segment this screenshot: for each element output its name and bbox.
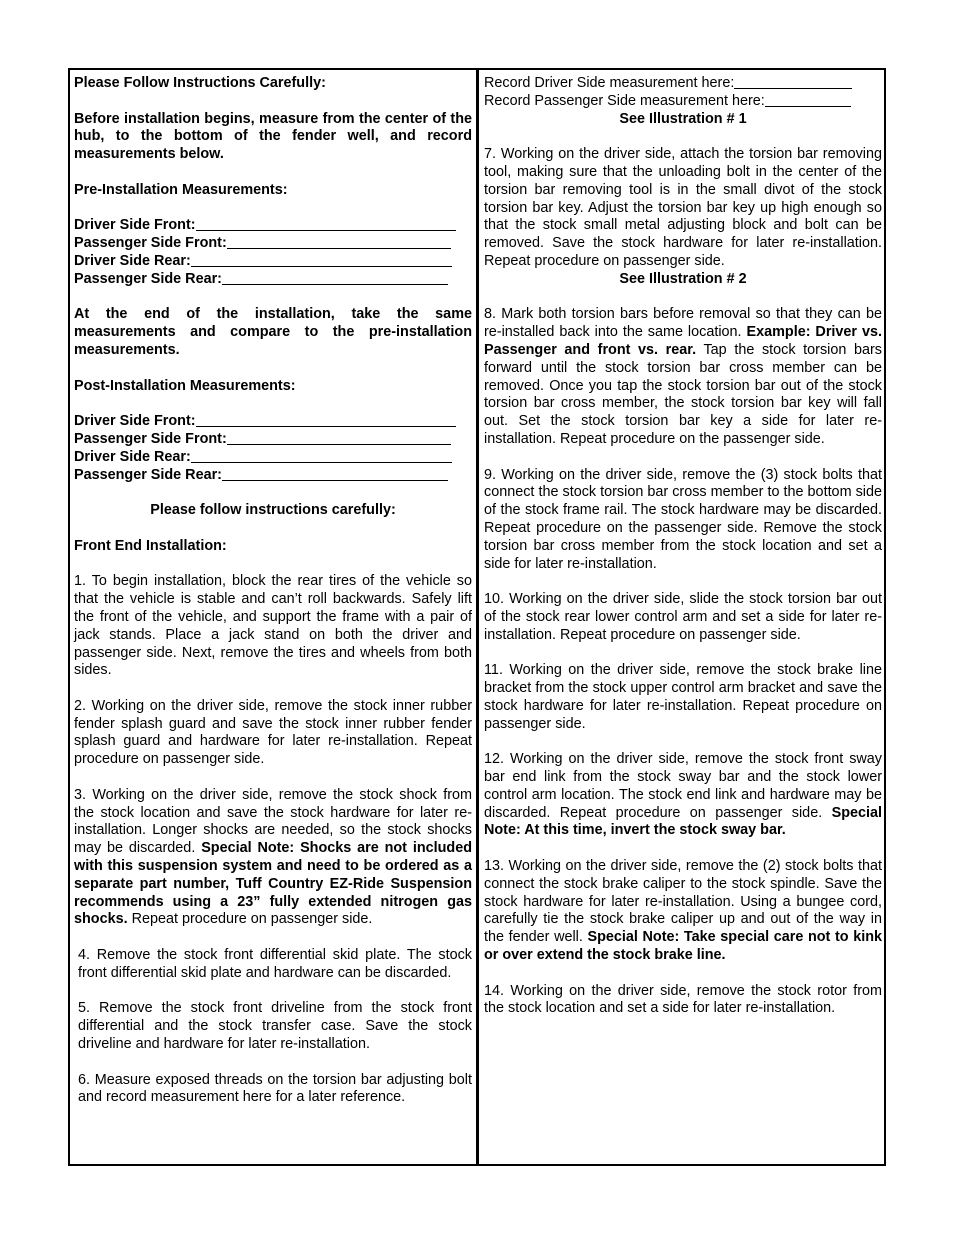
field-label: Passenger Side Front: [74, 235, 227, 252]
illustration-2-ref: See Illustration # 2 [619, 270, 747, 287]
step-12-text: 12. Working on the driver side, remove the stock front sway bar end link from the stock sway bar and the stock lower control arm location. The stock end link and hardware may be discarded. Repeat procedure on passenger side. [484, 751, 882, 821]
left-column [74, 75, 472, 1107]
step-12-special-note: Special Note: At this time, invert the stock sway bar. [484, 804, 882, 839]
blank-line [227, 431, 451, 445]
record-driver-field [484, 75, 882, 93]
front-end-installation-heading: Front End Installation: [74, 537, 227, 554]
field-label: Record Driver Side measurement here: [484, 75, 735, 91]
blank-line [191, 449, 452, 463]
blank-line [765, 93, 851, 107]
intro-paragraph: Before installation begins, measure from the center of the hub, to the bottom of the fender well, and record measurements below. [74, 110, 472, 163]
blank-line [191, 253, 452, 267]
step-3 [74, 787, 472, 929]
field-label: Driver Side Rear: [74, 448, 191, 465]
step-13-text: 13. Working on the driver side, remove the (2) stock bolts that connect the stock brake caliper to the stock spindle. Save the stock hardware for later re-installation. Using a bungee cord, carefully tie the stock brake caliper up and out of the way in the fender well. [484, 858, 882, 946]
pre-driver-rear-field [74, 253, 472, 271]
compare-note: At the end of the installation, take the same measurements and compare to the pre-installation measurements. [74, 306, 472, 358]
step-4: 4. Remove the stock front differential skid plate. The stock front differential skid plate and hardware can be discarded. [78, 947, 472, 981]
post-driver-front-field [74, 413, 472, 431]
step-8-text: 8. Mark both torsion bars before removal so that they can be re-installed back into the same location. [484, 306, 882, 341]
step-8-rest: Tap the stock torsion bars forward until the stock torsion bar cross member can be removed. Once you tap the stock torsion bar out of the stock torsion bar cross member, the stock torsion bar key will fall out. Set the stock torsion bar key a side for later re-installation. Repeat procedure on the passenger side. [484, 341, 882, 447]
step-11: 11. Working on the driver side, remove the stock brake line bracket from the stock upper control arm bracket and save the stock hardware for later re-installation. Repeat procedure on passenger side. [484, 662, 882, 732]
field-label: Driver Side Front: [74, 413, 196, 430]
blank-line [196, 413, 456, 427]
step-13-special-note: Special Note: Take special care not to kink or over extend the stock brake line. [484, 929, 882, 964]
column-divider [476, 70, 479, 1164]
instruction-sheet [68, 68, 886, 1166]
step-3-text: 3. Working on the driver side, remove the stock shock from the stock location and save the stock hardware for later re-installation. Longer shocks are needed, so the stock shocks may be discarded. [74, 786, 472, 857]
record-passenger-field [484, 93, 882, 111]
field-label: Record Passenger Side measurement here: [484, 92, 765, 109]
step-14: 14. Working on the driver side, remove the stock rotor from the stock location and set a side for later re-installation. [484, 982, 882, 1017]
blank-line [196, 217, 456, 231]
blank-line [222, 467, 448, 481]
step-3-repeat: Repeat procedure on passenger side. [127, 911, 373, 928]
step-12 [484, 751, 882, 840]
step-7: 7. Working on the driver side, attach the torsion bar removing tool, making sure that the unloading bolt in the center of the torsion bar removing tool is in the small divot of the stock torsion bar key. Adjust the torsion bar key up high enough so that the stock small metal adjusting block and bolt can be removed. Save the stock hardware for later re-installation. Repeat procedure on passenger side. [484, 146, 882, 269]
pre-passenger-rear-field [74, 271, 472, 289]
heading-follow-instructions: Please Follow Instructions Carefully: [74, 75, 326, 91]
step-8 [484, 306, 882, 448]
step-3-special-note: Special Note: Shocks are not included with this suspension system and need to be ordered as a separate part number, Tuff Country EZ-Ride Suspension recommends using a 23” fully extended nitrogen gas shocks. [74, 840, 472, 928]
pre-driver-front-field [74, 217, 472, 235]
right-column [484, 75, 882, 1018]
pre-installation-heading: Pre-Installation Measurements: [74, 181, 288, 198]
step-5: 5. Remove the stock front driveline from the stock front differential and the stock transfer case. Save the stock driveline and hardware for later re-installation. [78, 1000, 472, 1053]
field-label: Passenger Side Front: [74, 430, 227, 447]
step-6: 6. Measure exposed threads on the torsion bar adjusting bolt and record measurement here for a later reference. [78, 1071, 472, 1106]
field-label: Passenger Side Rear: [74, 270, 222, 287]
post-installation-heading: Post-Installation Measurements: [74, 377, 296, 394]
step-13 [484, 858, 882, 965]
step-8-example: Example: Driver vs. Passenger and front vs. rear. [484, 324, 882, 358]
step-9: 9. Working on the driver side, remove the (3) stock bolts that connect the stock torsion bar cross member to the bottom side of the stock frame rail. The stock hardware may be discarded. Repeat procedure on the passenger side. Remove the stock torsion bar cross member from the stock location and set a side for later re-installation. [484, 466, 882, 572]
blank-line [227, 235, 451, 249]
blank-line [222, 271, 448, 285]
post-driver-rear-field [74, 449, 472, 467]
follow-carefully-heading: Please follow instructions carefully: [150, 502, 396, 519]
blank-line [734, 75, 852, 89]
pre-passenger-front-field [74, 235, 472, 253]
field-label: Passenger Side Rear: [74, 466, 222, 483]
field-label: Driver Side Front: [74, 217, 196, 234]
post-passenger-rear-field [74, 467, 472, 485]
step-2: 2. Working on the driver side, remove the stock inner rubber fender splash guard and save the stock inner rubber fender splash guard and hardware for later re-installation. Repeat procedure on passenger side. [74, 697, 472, 768]
step-1: 1. To begin installation, block the rear tires of the vehicle so that the vehicle is stable and can’t roll backwards. Safely lift the front of the vehicle, and support the frame with a pair of jack stands. Place a jack stand on both the driver and passenger side. Next, remove the tires and wheels from both sides. [74, 573, 472, 679]
illustration-1-ref: See Illustration # 1 [619, 110, 747, 127]
field-label: Driver Side Rear: [74, 252, 191, 269]
step-10: 10. Working on the driver side, slide the stock torsion bar out of the stock rear lower control arm and set a side for later re-installation. Repeat procedure on passenger side. [484, 591, 882, 643]
post-passenger-front-field [74, 431, 472, 449]
